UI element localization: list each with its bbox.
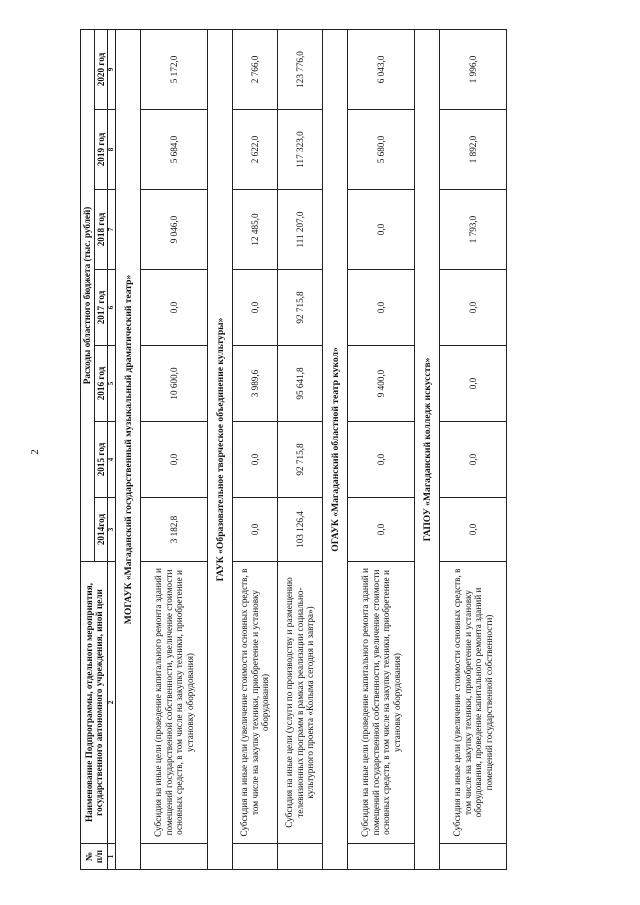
index-cell: 9 — [108, 29, 116, 109]
value-cell: 0,0 — [440, 346, 507, 422]
value-cell: 3 989,6 — [233, 346, 278, 422]
value-cell: 5 680,0 — [348, 110, 415, 190]
row-num — [348, 844, 415, 870]
index-cell: 2 — [108, 562, 116, 844]
value-cell: 0,0 — [440, 422, 507, 498]
row-name: Субсидия на иные цели (увеличение стоимости основных средств, в том числе на закупку техники, приобретение и установку оборудования, проведение капитального ремонта зданий и помещений государственной собственности) — [440, 562, 507, 844]
value-cell: 0,0 — [348, 270, 415, 346]
index-cell: 3 — [108, 498, 116, 562]
value-cell: 0,0 — [348, 422, 415, 498]
value-cell: 9 046,0 — [141, 190, 208, 270]
table-row — [141, 29, 208, 869]
section-row — [116, 29, 141, 869]
value-cell: 123 776,0 — [278, 29, 323, 109]
value-cell: 95 641,8 — [278, 346, 323, 422]
index-row — [108, 29, 116, 869]
value-cell: 0,0 — [233, 270, 278, 346]
value-cell: 5 684,0 — [141, 110, 208, 190]
value-cell: 2 622,0 — [233, 110, 278, 190]
value-cell: 6 043,0 — [348, 29, 415, 109]
value-cell: 5 172,0 — [141, 29, 208, 109]
section-row — [415, 29, 440, 869]
section-title: ОГАУК «Магаданский областной театр кукол» — [323, 29, 348, 869]
table-row — [348, 29, 415, 869]
value-cell: 10 600,0 — [141, 346, 208, 422]
header-year: 2017 год — [94, 270, 108, 346]
row-name: Субсидия на иные цели (увеличение стоимости основных средств, в том числе на закупку техники, приобретение и установку оборудования) — [233, 562, 278, 844]
value-cell: 9 400,0 — [348, 346, 415, 422]
index-cell: 1 — [108, 844, 116, 870]
table-row — [278, 29, 323, 869]
section-row — [208, 29, 233, 869]
value-cell: 111 207,0 — [278, 190, 323, 270]
value-cell: 2 766,0 — [233, 29, 278, 109]
value-cell: 0,0 — [440, 498, 507, 562]
header-year: 2015 год — [94, 422, 108, 498]
value-cell: 0,0 — [141, 422, 208, 498]
index-cell: 6 — [108, 270, 116, 346]
row-num — [440, 844, 507, 870]
row-num — [233, 844, 278, 870]
value-cell: 3 182,8 — [141, 498, 208, 562]
header-year: 2019 год — [94, 110, 108, 190]
page-number: 2 — [29, 449, 41, 455]
header-row-1 — [81, 29, 95, 869]
value-cell: 1 996,0 — [440, 29, 507, 109]
value-cell: 117 323,0 — [278, 110, 323, 190]
value-cell: 0,0 — [440, 270, 507, 346]
rotated-table-container — [80, 30, 540, 870]
index-cell: 7 — [108, 190, 116, 270]
row-name: Субсидия на иные цели (услуги по производству и размещению телевизионных программ в рамках реализации социально-культурного проекта «Колыма сегодня и завтра») — [278, 562, 323, 844]
section-title: ГАУК «Образовательное творческое объединение культуры» — [208, 29, 233, 869]
row-name: Субсидия на иные цели (проведение капитального ремонта зданий и помещений государственной собственности, увеличение стоимости основных средств, в том числе на закупку техники, приобретение и установку оборудования) — [348, 562, 415, 844]
header-year: 2018 год — [94, 190, 108, 270]
value-cell: 1 793,0 — [440, 190, 507, 270]
header-budget-group: Расходы областного бюджета (тыс. рублей) — [81, 29, 95, 561]
header-year: 2020 год — [94, 29, 108, 109]
value-cell: 92 715,8 — [278, 422, 323, 498]
row-name: Субсидия на иные цели (проведение капитального ремонта зданий и помещений государственной собственности, увеличение стоимости основных средств, в том числе на закупку техники, приобретение и установку оборудования) — [141, 562, 208, 844]
index-cell: 8 — [108, 110, 116, 190]
header-name: Наименование Подпрограммы, отдельного мероприятия, государственного автономного учреждения, иной цели — [81, 562, 108, 844]
value-cell: 0,0 — [233, 498, 278, 562]
budget-table — [80, 29, 507, 870]
value-cell: 0,0 — [348, 190, 415, 270]
value-cell: 103 126,4 — [278, 498, 323, 562]
value-cell: 1 892,0 — [440, 110, 507, 190]
section-row — [323, 29, 348, 869]
header-num: № п/п — [81, 844, 108, 870]
table-row — [440, 29, 507, 869]
table-row — [233, 29, 278, 869]
header-year: 2014год — [94, 498, 108, 562]
section-title: МОГАУК «Магаданский государственный музыкальный драматический театр» — [116, 29, 141, 869]
header-year: 2016 год — [94, 346, 108, 422]
row-num — [278, 844, 323, 870]
index-cell: 5 — [108, 346, 116, 422]
value-cell: 12 485,0 — [233, 190, 278, 270]
value-cell: 0,0 — [233, 422, 278, 498]
row-num — [141, 844, 208, 870]
section-title: ГАПОУ «Магаданский колледж искусств» — [415, 29, 440, 869]
index-cell: 4 — [108, 422, 116, 498]
value-cell: 0,0 — [141, 270, 208, 346]
value-cell: 0,0 — [348, 498, 415, 562]
value-cell: 92 715,8 — [278, 270, 323, 346]
